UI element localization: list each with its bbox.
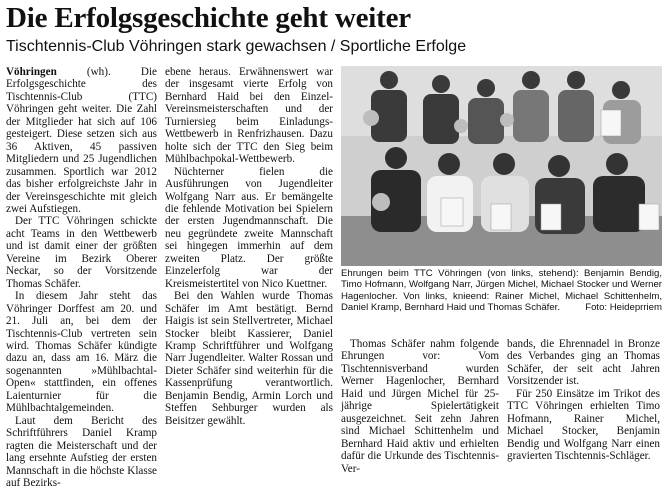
paragraph: bands, die Ehrennadel in Bronze des Verbandes ging an Thomas Schäfer, der seit acht Jahren Vorsitzender ist.	[507, 338, 660, 388]
paragraph: Laut dem Bericht des Schriftführers Daniel Kramp ragten die Meisterschaft und der lang ersehnte Aufstieg der ersten Mannschaft in die höchste Klasse auf Bezirks-	[6, 414, 157, 489]
subheadline: Tischtennis-Club Vöhringen stark gewachsen / Sportliche Erfolge	[6, 38, 467, 55]
paragraph: Bei den Wahlen wurde Thomas Schäfer im Amt bestätigt. Bernd Haigis ist sein Stellvertreter, Michael Stocker bleibt Kassierer, Daniel Kramp Schriftführer und Wolfgang Narr Jugendleiter. Walter Rossan und Dieter Schäfer sind weiterhin für die Kassenprüfung verantwortlich. Benjamin Bendig, Armin Lorch und Steffen Sehburger wurden als Beisitzer gewählt.	[165, 290, 333, 427]
article-column-1	[6, 66, 157, 489]
paragraph	[6, 66, 157, 215]
team-photo	[341, 66, 662, 266]
photo-caption	[341, 268, 662, 313]
article-column-2	[165, 66, 333, 427]
paragraph: In diesem Jahr steht das Vöhringer Dorffest am 20. und 21. Juli an, bei dem der Tischtennis-Club vertreten sein wird. Thomas Schäfer kündigte dazu an, dass am 16. März die sogenannten »Mühlbachtal-Open« stattfinden, ein offenes Laienturnier für die Mühlbachtalgemeinden.	[6, 290, 157, 415]
paragraph: Für 250 Einsätze im Trikot des TTC Vöhringen erhielten Timo Hofmann, Rainer Michel, Michael Stocker, Benjamin Bendig und Wolfgang Narr einen gravierten Tischtennis-Schläger.	[507, 387, 660, 463]
article-column-4	[507, 338, 660, 463]
team-photo-illustration	[341, 66, 662, 266]
paragraph: Nüchterner fielen die Ausführungen von Jugendleiter Wolfgang Narr aus. Er bemängelte die fehlende Motivation bei Spielern der ersten Jugendmannschaft. Die neu gegründete zweite Mannschaft sei hingegen immerhin auf dem zweiten Platz. Der größte Einzelerfolg war der Kreismeistertitel von Nico Kuettner.	[165, 165, 333, 290]
headline: Die Erfolgsgeschichte geht weiter	[6, 2, 411, 34]
photo-credit: Foto: Heideprriem	[585, 301, 662, 313]
paragraph-text: (wh). Die Erfolgsgeschichte des Tischtennis-Club (TTC) Vöhringen geht weiter. Die Zahl der Mitglieder hat sich auf 106 gesteigert. Diese setzen sich aus 36 Aktiven, 45 passiven Mitgliedern und 25 Jugendlichen zusammen. Sportlich war 2012 das bisher erfolgreichste Jahr in der Vereinsgeschichte mit gleich zwei Aufstiegen.	[6, 66, 157, 215]
caption-text: Ehrungen beim TTC Vöhringen (von links, stehend): Benjamin Bendig, Timo Hofmann, Wolfgang Narr, Jürgen Michel, Michael Stocker und Werner Hagenlocher. Von links, knieend: Rainer Michel, Michael Schittenhelm, Daniel Kramp, Bernhard Haid und Thomas Schäfer.	[341, 268, 662, 313]
paragraph: Thomas Schäfer nahm folgende Ehrungen vor: Vom Tischtennisverband wurden Werner Hagenlocher, Bernhard Haid und Jürgen Michel für 25-jährige Spielertätigkeit ausgezeichnet. Seit zehn Jahren sind Michael Schittenhelm und Bernhard Haid aktiv und erhielten dafür die Urkunde des Tischtennis-Ver-	[341, 338, 499, 475]
paragraph: Der TTC Vöhringen schickte acht Teams in den Wettbewerb und ist damit einer der größten Vereine im Bezirk Oberer Neckar, so der Vorsitzende Thomas Schäfer.	[6, 215, 157, 290]
dateline: Vöhringen	[6, 66, 57, 78]
article-column-3	[341, 338, 499, 475]
paragraph: ebene heraus. Erwähnenswert war der insgesamt vierte Erfolg von Bernhard Haid bei den Einzel-Vereinsmeisterschaften und der Turniersieg beim Einladungs-Wettbewerb in Renfrizhausen. Dazu holte sich der TTC den Sieg beim Mühlbachpokal-Wettbewerb.	[165, 66, 333, 166]
